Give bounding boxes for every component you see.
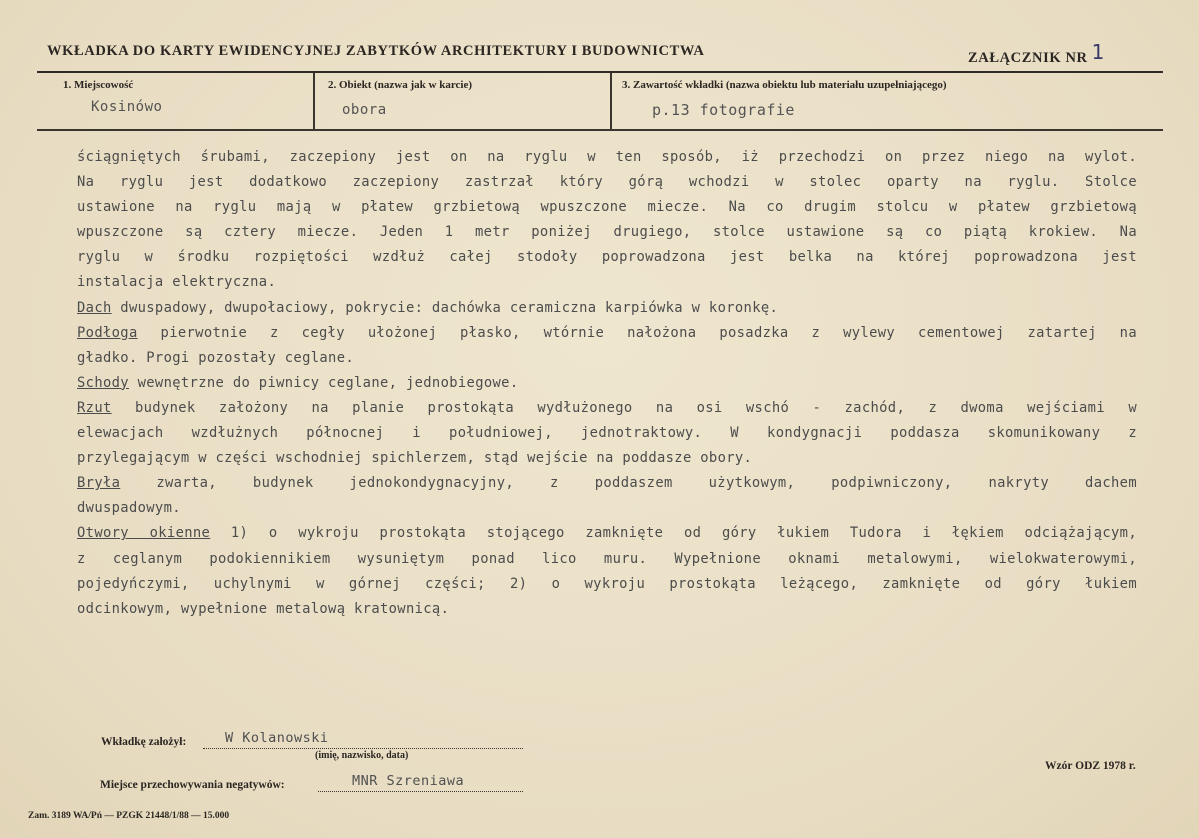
author-sublabel: (imię, nazwisko, data): [315, 750, 409, 761]
storage-dotted-line: [318, 791, 523, 792]
text-line: pierwotnie z cegły ułożonej płasko, wtórnie nałożona posadzka z wylewy cementowej zatartej na: [137, 324, 1137, 341]
description-text: [77, 145, 1137, 622]
storage-value: MNR Szreniawa: [352, 773, 465, 789]
plan-heading: Rzut: [77, 399, 112, 416]
windows-heading: Otwory okienne: [77, 525, 211, 542]
stairs-paragraph: [77, 371, 1137, 396]
roof-paragraph: [77, 296, 1137, 321]
massing-heading: Bryła: [77, 475, 121, 492]
storage-label: Miejsce przechowywania negatywów:: [100, 779, 285, 791]
field-divider-1: [313, 73, 315, 129]
plan-paragraph: [77, 396, 1137, 421]
text-line: elewacjach wzdłużnych północnej i południowej, jednotraktowy. W kondygnacji poddasza skomunikowany z: [77, 425, 1137, 442]
top-rule: [37, 71, 1163, 73]
text-line: zwarta, budynek jednokondygnacyjny, z poddaszem użytkowym, podpiwniczony, nakryty dachem: [120, 475, 1137, 492]
content-value: p.13 fotografie: [652, 101, 795, 119]
text-line: wewnętrzne do piwnicy ceglane, jednobiegowe.: [128, 374, 519, 391]
fields-bottom-rule: [37, 129, 1163, 131]
floor-paragraph: [77, 321, 1137, 346]
text-line: dwuspadowym.: [77, 500, 181, 517]
text-line: pojedyńczymi, uchylnymi w górnej części; 2) o wykroju prostokąta leżącego, zamknięte od góry łukiem: [77, 575, 1137, 592]
floor-heading: Podłoga: [77, 324, 138, 341]
form-pattern: Wzór ODZ 1978 r.: [1045, 760, 1136, 772]
author-label: Wkładkę założył:: [101, 736, 187, 748]
locality-label: 1. Miejscowość: [63, 79, 134, 91]
text-line: przylegającym w części wschodniej spichlerzem, stąd wejście na poddasze obory.: [77, 450, 753, 467]
annex-label: [968, 40, 1105, 67]
content-label: 3. Zawartość wkładki (nazwa obiektu lub materiału uzupełniającego): [622, 79, 947, 91]
author-dotted-line: [203, 748, 523, 749]
text-line: instalacja elektryczna.: [77, 274, 277, 291]
text-line: ryglu w środku rozpiętości wzdłuż całej stodoły poprowadzona jest belka na której poprowadzona jest: [77, 249, 1137, 266]
text-line: ustawione na ryglu mają w płatew grzbietową wpuszczone miecze. Na co drugim stolcu w płatew grzbietową: [77, 199, 1137, 216]
text-line: wpuszczone są cztery miecze. Jeden 1 metr poniżej drugiego, stolce ustawione są co piątą krokiew. Na: [77, 224, 1137, 241]
text-line: z ceglanym podokiennikiem wysuniętym ponad lico muru. Wypełnione oknami metalowymi, wielokwaterowymi,: [77, 550, 1137, 567]
object-label: 2. Obiekt (nazwa jak w karcie): [328, 79, 473, 91]
stairs-heading: Schody: [77, 374, 129, 391]
text-line: 1) o wykroju prostokąta stojącego zamknięte od góry łukiem Tudora i łękiem odciążającym,: [210, 525, 1137, 542]
text-line: odcinkowym, wypełnione metalową kratownicą.: [77, 600, 450, 617]
text-line: budynek założony na planie prostokąta wydłużonego na osi wschó - zachód, z dwoma wejściami w: [111, 399, 1137, 416]
annex-number: 1: [1091, 40, 1105, 64]
form-title: WKŁADKA DO KARTY EWIDENCYJNEJ ZABYTKÓW ARCHITEKTURY I BUDOWNICTWA: [47, 43, 705, 59]
text-line: ściągniętych śrubami, zaczepiony jest on na ryglu w ten sposób, iż przechodzi on przez niego na wylot.: [77, 149, 1137, 165]
windows-paragraph: [77, 521, 1137, 546]
field-divider-2: [610, 73, 612, 129]
text-line: Na ryglu jest dodatkowo zaczepiony zastrzał który górą wchodzi w stolec oparty na ryglu. Stolce: [77, 174, 1137, 191]
text-line: gładko. Progi pozostały ceglane.: [77, 349, 355, 366]
annex-label-text: ZAŁĄCZNIK NR: [968, 50, 1088, 66]
roof-heading: Dach: [77, 299, 112, 316]
author-value: W Kolanowski: [225, 730, 329, 746]
text-line: dwuspadowy, dwupołaciowy, pokrycie: dachówka ceramiczna karpiówka w koronkę.: [111, 299, 779, 316]
object-value: obora: [342, 102, 387, 118]
print-info: Zam. 3189 WA/Pń — PZGK 21448/1/88 — 15.000: [28, 811, 230, 821]
locality-value: Kosinówo: [91, 99, 163, 115]
massing-paragraph: [77, 471, 1137, 496]
